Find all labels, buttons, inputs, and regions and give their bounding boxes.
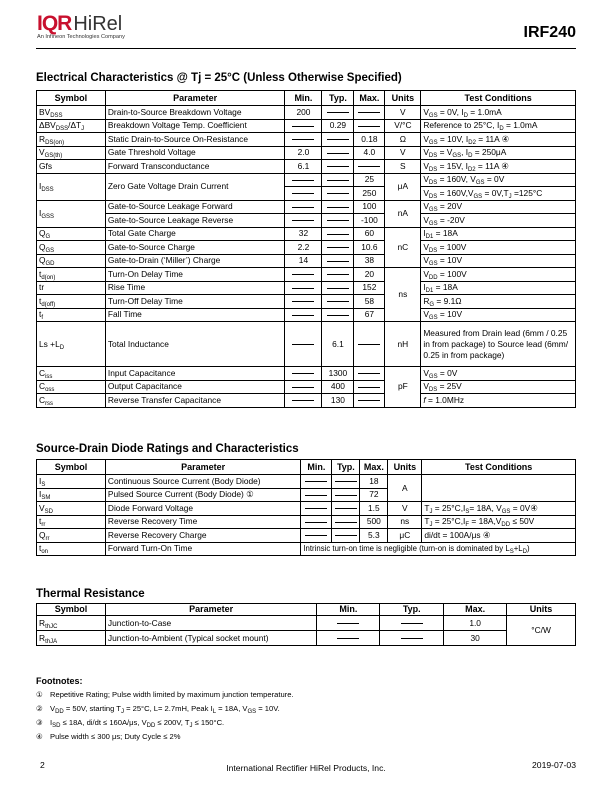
footer-company: International Rectifier HiRel Products, Inc.	[226, 763, 386, 773]
col-header: Typ.	[380, 604, 444, 616]
col-header: Max.	[444, 604, 507, 616]
col-header: Test Conditions	[422, 460, 576, 475]
thermal-table	[36, 603, 576, 646]
table-row: $C_{oss}$ Output Capacitance 400 $V_{DS} = 25V$	[37, 380, 576, 394]
table-row: $V_{SD}$ Diode Forward Voltage 1.5 V $T_J = 25^\circ C,I_S= 18A$, $V_{GS}$ = 0V④	[37, 502, 576, 516]
table-header-row	[37, 91, 576, 106]
table-row: $R_{thJC}$ Junction-to-Case 1.0 °C/W	[37, 616, 576, 631]
table-row: $I_{GSS}$ Gate-to-Source Leakage Forward 100 nA $V_{GS} = 20V$	[37, 200, 576, 214]
col-header: Parameter	[105, 460, 301, 475]
thermal-title: Thermal Resistance	[36, 588, 145, 600]
electrical-table	[36, 90, 576, 408]
table-header-row	[37, 604, 576, 616]
table-row: $Ls +L_D$ Total Inductance 6.1 nH Measured from Drain lead (6mm / 0.25 in from package) to Source lead (6mm/ 0.25 in from package)	[37, 322, 576, 367]
table-row: $\Delta BV_{DSS}/\Delta T_J$ Breakdown Voltage Temp. Coefficient 0.29 V/°C Reference to 25°C, $I_D = 1.0mA$	[37, 119, 576, 133]
table-row: $Q_{rr}$ Reverse Recovery Charge 5.3 μC di/dt = 100A/μs ④	[37, 529, 576, 543]
footnote-1: ① Repetitive Rating; Pulse width limited by maximum junction temperature.	[36, 690, 294, 699]
table-row: $t_{d(on)}$ Turn-On Delay Time 20 ns $V_{DD} = 100V$	[37, 268, 576, 282]
table-row: Gate-to-Source Leakage Reverse -100 $V_{GS} = -20V$	[37, 214, 576, 228]
table-row: $C_{iss}$ Input Capacitance 1300 pF $V_{GS} = 0V$	[37, 367, 576, 381]
table-row: $Q_{GS}$ Gate-to-Source Charge 2.2 10.6 $V_{DS} = 100V$	[37, 241, 576, 255]
table-row: $Q_{GD}$ Gate-to-Drain (‘Miller’) Charge 14 38 $V_{GS} = 10V$	[37, 254, 576, 268]
table-row: $I_{DSS}$ Zero Gate Voltage Drain Current 25 μA $V_{DS} = 160V$, $V_{GS} = 0V$	[37, 173, 576, 187]
col-header: Symbol	[37, 91, 106, 106]
footer-date: 2019-07-03	[532, 760, 576, 770]
col-header: Units	[388, 460, 422, 475]
footnote-4: ④ Pulse width ≤ 300 μs; Duty Cycle ≤ 2%	[36, 732, 181, 741]
part-number: IRF240	[523, 24, 576, 41]
col-header: Test Conditions	[421, 91, 576, 106]
table-row: $C_{rss}$ Reverse Transfer Capacitance 130 f = 1.0MHz	[37, 394, 576, 408]
footnote-3: ③ $I_{SD} \le 18A$, di/dt ≤ 160A/μs, $V_{DD} \le 200V$, $T_J \le 150^\circ C$.	[36, 718, 225, 729]
table-row: 250 $V_{DS} = 160V,V_{GS} = 0V,T_J =125^\circ C$	[37, 187, 576, 201]
col-header: Units	[507, 604, 576, 616]
table-row: $t_f$ Fall Time 67 $V_{GS} = 10V$	[37, 308, 576, 322]
table-row: $t_{d(off)}$ Turn-Off Delay Time 58 $R_G = 9.1\Omega$	[37, 295, 576, 309]
table-row: $t_{rr}$ Reverse Recovery Time 500 ns $T_J = 25^\circ C,I_F = 18A,V_{DD} \le 50V$	[37, 515, 576, 529]
footnotes-title: Footnotes:	[36, 676, 83, 686]
col-header: Parameter	[105, 91, 285, 106]
logo-ir-mark: IQR	[37, 12, 72, 35]
table-header-row	[37, 460, 576, 475]
page-number: 2	[40, 760, 45, 770]
header-divider	[36, 48, 576, 49]
footnote-2: ② $V_{DD} = 50V$, starting $T_J = 25^\circ C$, L= 2.7mH, Peak $I_L = 18A$, $V_{GS} = 10V$.	[36, 704, 280, 715]
table-row: $V_{GS(th)}$ Gate Threshold Voltage 2.0 4.0 V $V_{DS} = V_{GS}$, $I_D = 250\mu A$	[37, 146, 576, 160]
table-row: Gfs Forward Transconductance 6.1 S $V_{DS} = 15V$, $I_{D2} = 11A$ ④	[37, 160, 576, 174]
col-header: Typ.	[332, 460, 360, 475]
table-row: $I_{SM}$ Pulsed Source Current (Body Diode) ① 72	[37, 488, 576, 502]
table-row: $t_{on}$ Forward Turn-On Time Intrinsic turn-on time is negligible (turn-on is dominated by $L_S+L_D$)	[37, 542, 576, 556]
col-header: Min.	[301, 460, 332, 475]
diode-table	[36, 459, 576, 556]
diode-title: Source-Drain Diode Ratings and Characteristics	[36, 443, 299, 455]
col-header: Units	[385, 91, 421, 106]
logo-tagline: An Infineon Technologies Company	[37, 34, 125, 40]
table-row: $Q_G$ Total Gate Charge 32 60 nC $I_{D1} = 18A$	[37, 227, 576, 241]
electrical-title: Electrical Characteristics @ Tj = 25°C (Unless Otherwise Specified)	[36, 72, 402, 84]
col-header: Min.	[285, 91, 322, 106]
col-header: Symbol	[37, 460, 106, 475]
col-header: Parameter	[105, 604, 317, 616]
col-header: Typ.	[322, 91, 354, 106]
table-row: $BV_{DSS}$ Drain-to-Source Breakdown Voltage 200 V $V_{GS} = 0V$, $I_D = 1.0mA$	[37, 106, 576, 120]
company-logo	[37, 12, 125, 40]
col-header: Max.	[360, 460, 388, 475]
table-row: $I_S$ Continuous Source Current (Body Diode) 18 A	[37, 475, 576, 489]
col-header: Min.	[317, 604, 380, 616]
col-header: Max.	[354, 91, 385, 106]
table-row: tr Rise Time 152 $I_{D1} = 18A$	[37, 281, 576, 295]
table-row: $R_{DS(on)}$ Static Drain-to-Source On-Resistance 0.18 Ω $V_{GS} = 10V$, $I_{D2} = 11A$ ④	[37, 133, 576, 147]
logo-hirel-text: HiRel	[73, 13, 123, 35]
table-row: $R_{thJA}$ Junction-to-Ambient (Typical socket mount) 30	[37, 631, 576, 646]
col-header: Symbol	[37, 604, 106, 616]
